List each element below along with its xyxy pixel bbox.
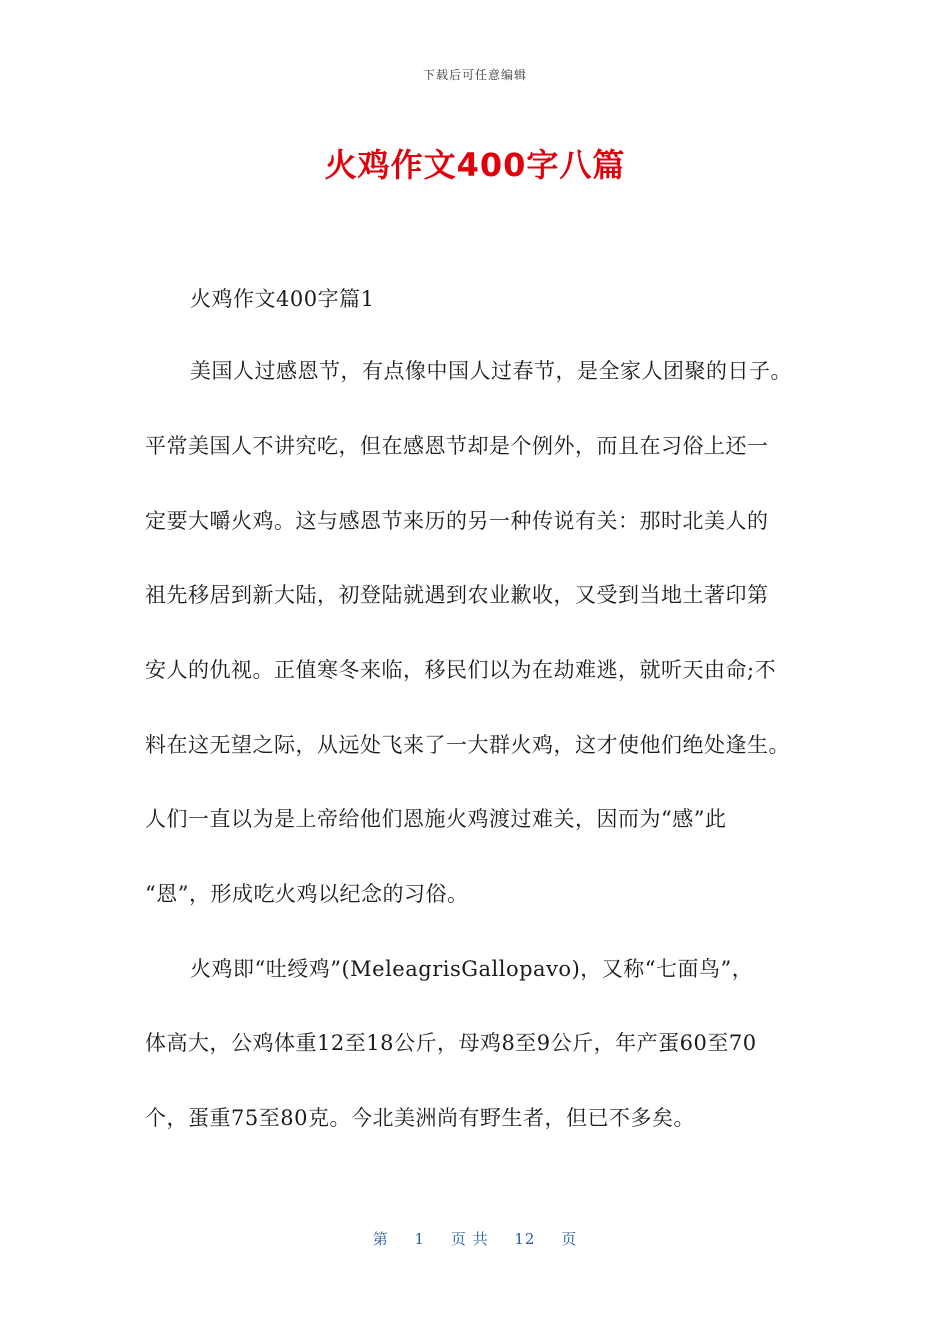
header-note: 下载后可任意编辑 <box>422 68 527 82</box>
footer-suffix: 页 <box>561 1230 578 1248</box>
page-footer <box>0 1228 950 1249</box>
footer-current-page: 1 <box>414 1230 426 1248</box>
paragraph-line: 定要大嚼火鸡。这与感恩节来历的另一种传说有关：那时北美人的 <box>145 509 769 533</box>
section-heading: 火鸡作文400字篇1 <box>190 287 375 311</box>
footer-total-pages: 12 <box>514 1230 536 1248</box>
paragraph-line: 体高大，公鸡体重12至18公斤，母鸡8至9公斤，年产蛋60至70 <box>145 1031 757 1055</box>
paragraph-line: 料在这无望之际，从远处飞来了一大群火鸡，这才使他们绝处逢生。 <box>145 733 790 757</box>
paragraph-line: “恩”，形成吃火鸡以纪念的习俗。 <box>145 882 469 906</box>
paragraph-line: 个，蛋重75至80克。今北美洲尚有野生者，但已不多矣。 <box>145 1106 695 1130</box>
paragraph-line: 安人的仇视。正值寒冬来临，移民们以为在劫难逃，就听天由命;不 <box>145 658 777 682</box>
paragraph-line: 平常美国人不讲究吃，但在感恩节却是个例外，而且在习俗上还一 <box>145 434 769 458</box>
paragraph-line: 火鸡即“吐绶鸡”(MeleagrisGallopavo)，又称“七面鸟”， <box>190 957 754 981</box>
paragraph-line: 人们一直以为是上帝给他们恩施火鸡渡过难关，因而为“感”此 <box>145 807 727 831</box>
footer-prefix: 第 <box>372 1230 389 1248</box>
document-title: 火鸡作文400字八篇 <box>324 146 626 184</box>
paragraph-line: 美国人过感恩节，有点像中国人过春节，是全家人团聚的日子。 <box>190 359 792 383</box>
footer-middle: 页 共 <box>450 1230 489 1248</box>
paragraph-line: 祖先移居到新大陆，初登陆就遇到农业歉收，又受到当地土著印第 <box>145 583 769 607</box>
